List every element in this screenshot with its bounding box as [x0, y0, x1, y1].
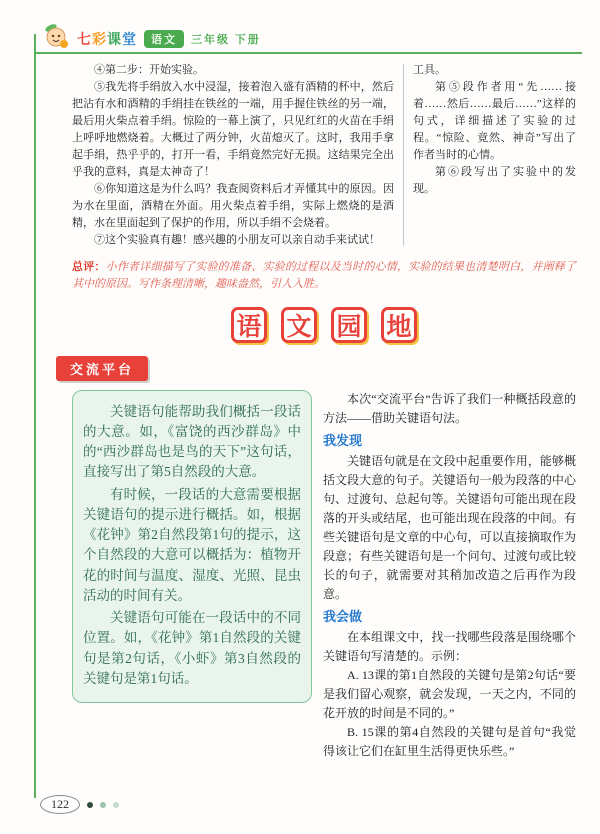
page-content [72, 62, 576, 761]
section-title [72, 307, 576, 343]
title-char: 地 [381, 307, 417, 343]
essay-paragraph: ⑤我先将手绢放入水中浸湿，接着泡入盛有酒精的杯中，然后把沾有水和酒精的手绢挂在铁丝的一端，用手握住铁丝的另一端，最后用火柴点着手绢。惊险的一幕上演了，只见红红的火苗在手绢上呼呼地燃烧着。大概过了两分钟，火苗熄灭了。这时，我用手拿起手绢，热乎乎的，打开一看，手绢竟然完好无损。这结果完全出乎我的意料，真是太神奇了！ [72, 81, 394, 179]
platform-explanation-column [323, 390, 576, 761]
heading-i-found: 我发现 [323, 432, 363, 448]
essay-paragraph: ⑥你知道这是为什么吗？我查阅资料后才弄懂其中的原因。因为水在里面，酒精在外面。用火柴点着手绢，实际上燃烧的是酒精，水在里面起到了保护的作用，所以手绢不会烧着。 [72, 183, 394, 230]
page-footer [40, 795, 119, 814]
essay-section [72, 62, 576, 250]
margin-note: 工具。 [413, 64, 446, 76]
textbook-quote-box [72, 390, 312, 704]
platform-section [72, 390, 576, 761]
margin-note: 第⑥段写出了实验中的发现。 [413, 166, 576, 196]
essay-paragraph: ⑦这个实验真有趣！感兴趣的小朋友可以亲自动手来试试！ [94, 234, 380, 247]
column-divider [403, 64, 404, 246]
example-b: B. 15课的第4自然段的关键句是首句“我觉得该让它们在缸里生活得更快乐些。” [323, 724, 576, 758]
essay-paragraph: ④第二步：开始实验。 [94, 64, 204, 76]
footer-dot-icon [100, 802, 106, 808]
margin-note: 第⑤段作者用“先……接着……然后……最后……”这样的句式，详细描述了实验的过程。“惊险、竟然、神奇”写出了作者当时的心情。 [413, 81, 576, 162]
heading-i-can-do: 我会做 [323, 608, 363, 624]
margin-notes-column [413, 62, 576, 250]
footer-dot-icon [87, 802, 93, 808]
title-char: 文 [281, 307, 317, 343]
title-char: 语 [231, 307, 267, 343]
grade-label: 三年级 下册 [191, 33, 261, 46]
example-a: A. 13课的第1自然段的关键句是第2句话“要是我们留心观察，就会发现，一天之内，不同的花开放的时间是不同的。” [323, 668, 576, 721]
teacher-summary [72, 259, 576, 293]
mascot-icon [42, 22, 70, 55]
title-char: 园 [331, 307, 367, 343]
essay-text-column [72, 62, 394, 250]
platform-intro: 本次“交流平台”告诉了我们一种概括段意的方法——借助关键语句法。 [323, 391, 576, 425]
left-green-rule [34, 34, 36, 798]
quote-paragraph: 有时候，一段话的大意需要根据关键语句的提示进行概括。如，根据《花钟》第2自然段第1句的提示，这个自然段的大意可以概括为：植物开花的时间与温度、湿度、光照、昆虫活动的时间有关。 [83, 486, 301, 603]
brand-title: 七彩课堂 [77, 32, 137, 48]
page-header [42, 22, 261, 55]
page-number: 122 [40, 795, 80, 814]
summary-text: 小作者详细描写了实验的准备、实验的过程以及当时的心情，实验的结果也清楚明白，并阐释了其中的原因。写作条理清晰，趣味盎然，引人入胜。 [72, 260, 577, 290]
summary-label: 总评： [72, 260, 106, 273]
subject-badge: 语文 [144, 30, 184, 48]
do-text: 在本组课文中，找一找哪些段落是围绕哪个关键语句写清楚的。示例： [323, 630, 576, 664]
found-text: 关键语句就是在文段中起重要作用，能够概括文段大意的句子。关键语句一般为段落的中心句、过渡句、总起句等。关键语句可能出现在段落的开头或结尾，也可能出现在段落的中间。有些关键语句是文章的中心句，可以直接摘取作为段意；有些关键语句是一个问句、过渡句或比较长的句子，就需要对其稍加改造之后再作为段意。 [323, 454, 576, 601]
footer-dot-icon [113, 802, 119, 808]
quote-paragraph: 关键语句能帮助我们概括一段话的大意。如，《富饶的西沙群岛》中的“西沙群岛也是鸟的天下”这句话，直接写出了第5自然段的大意。 [83, 403, 301, 480]
quote-paragraph: 关键语句可能在一段话中的不同位置。如，《花钟》第1自然段的关键句是第2句话，《小虾》第3自然段的关键句是第1句话。 [83, 610, 301, 686]
platform-badge: 交流平台 [56, 356, 148, 381]
